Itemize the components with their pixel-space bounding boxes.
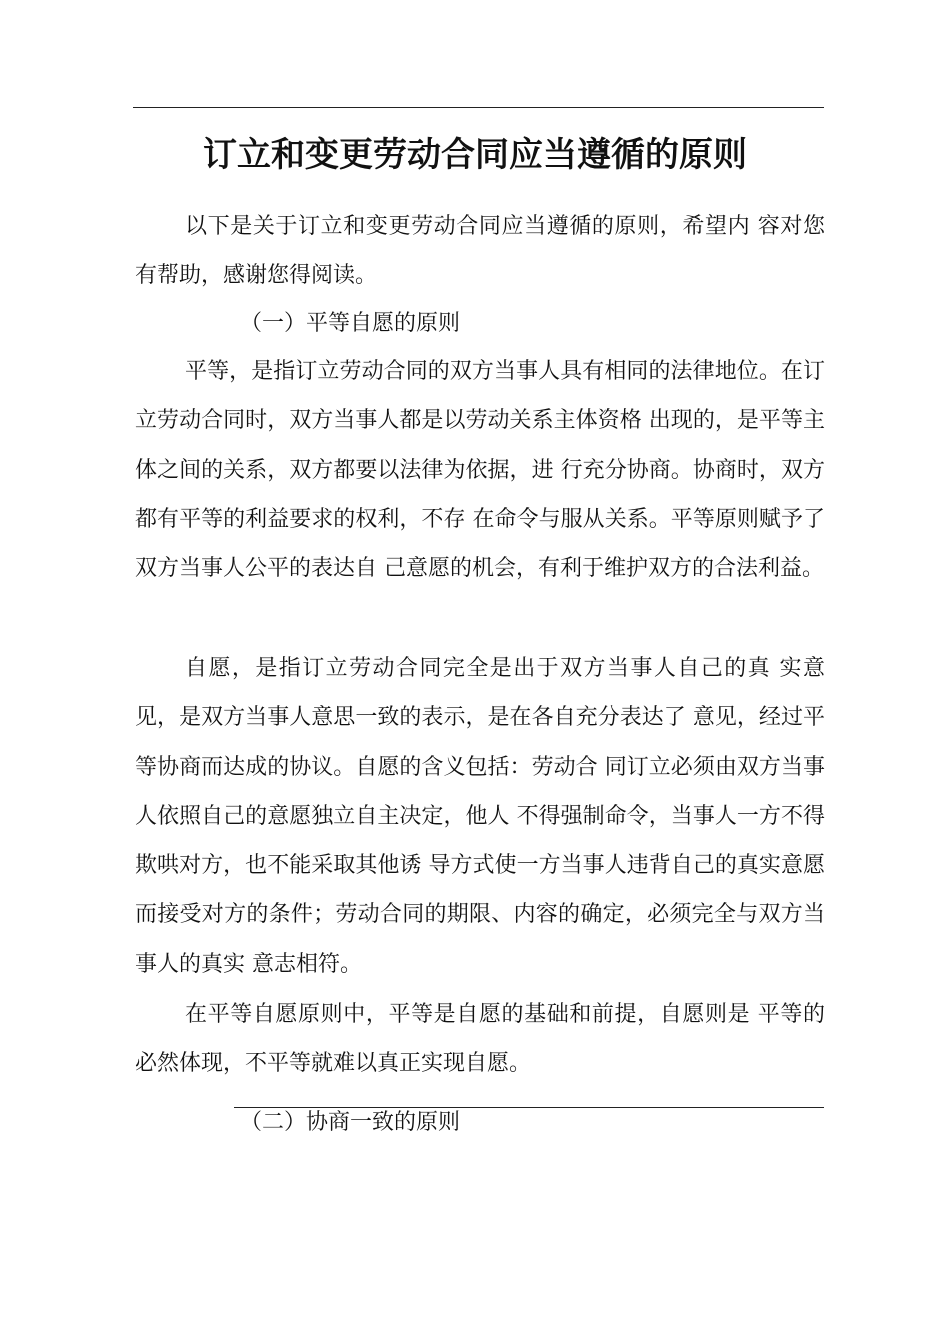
section-heading-consultation: （二）协商一致的原则 (240, 1110, 461, 1135)
paragraph-voluntary: 自愿，是指订立劳动合同完全是出于双方当事人自己的真 实意见，是双方当事人意思一致的表示，是在各自充分表达了 意见，经过平等协商而达成的协议。自愿的含义包括：劳动合 同订立必须由双方当事人依照自己的意愿独立自主决定，他人 不得强制命令，当事人一方不得欺哄对方，也不能采取其他诱 导方式使一方当事人违背自己的真实意愿而接受对方的条件；劳动合同的期限、内容的确定，必须完全与双方当事人的真实 意志相符。 (135, 656, 825, 977)
document-title: 订立和变更劳动合同应当遵循的原则 (203, 134, 747, 175)
section-heading-equality-voluntary: （一）平等自愿的原则 (240, 311, 461, 336)
top-horizontal-rule (133, 107, 824, 108)
paragraph-equality: 平等，是指订立劳动合同的双方当事人具有相同的法律地位。在订立劳动合同时，双方当事人都是以劳动关系主体资格 出现的，是平等主体之间的关系，双方都要以法律为依据，进 行充分协商。协商时，双方都有平等的利益要求的权利，不存 在命令与服从关系。平等原则赋予了双方当事人公平的表达自 己意愿的机会，有利于维护双方的合法利益。 (135, 359, 825, 582)
intro-paragraph: 以下是关于订立和变更劳动合同应当遵循的原则，希望内 容对您有帮助，感谢您得阅读。 (135, 214, 825, 289)
paragraph-relation: 在平等自愿原则中，平等是自愿的基础和前提，自愿则是 平等的必然体现，不平等就难以真正实现自愿。 (135, 1002, 825, 1077)
